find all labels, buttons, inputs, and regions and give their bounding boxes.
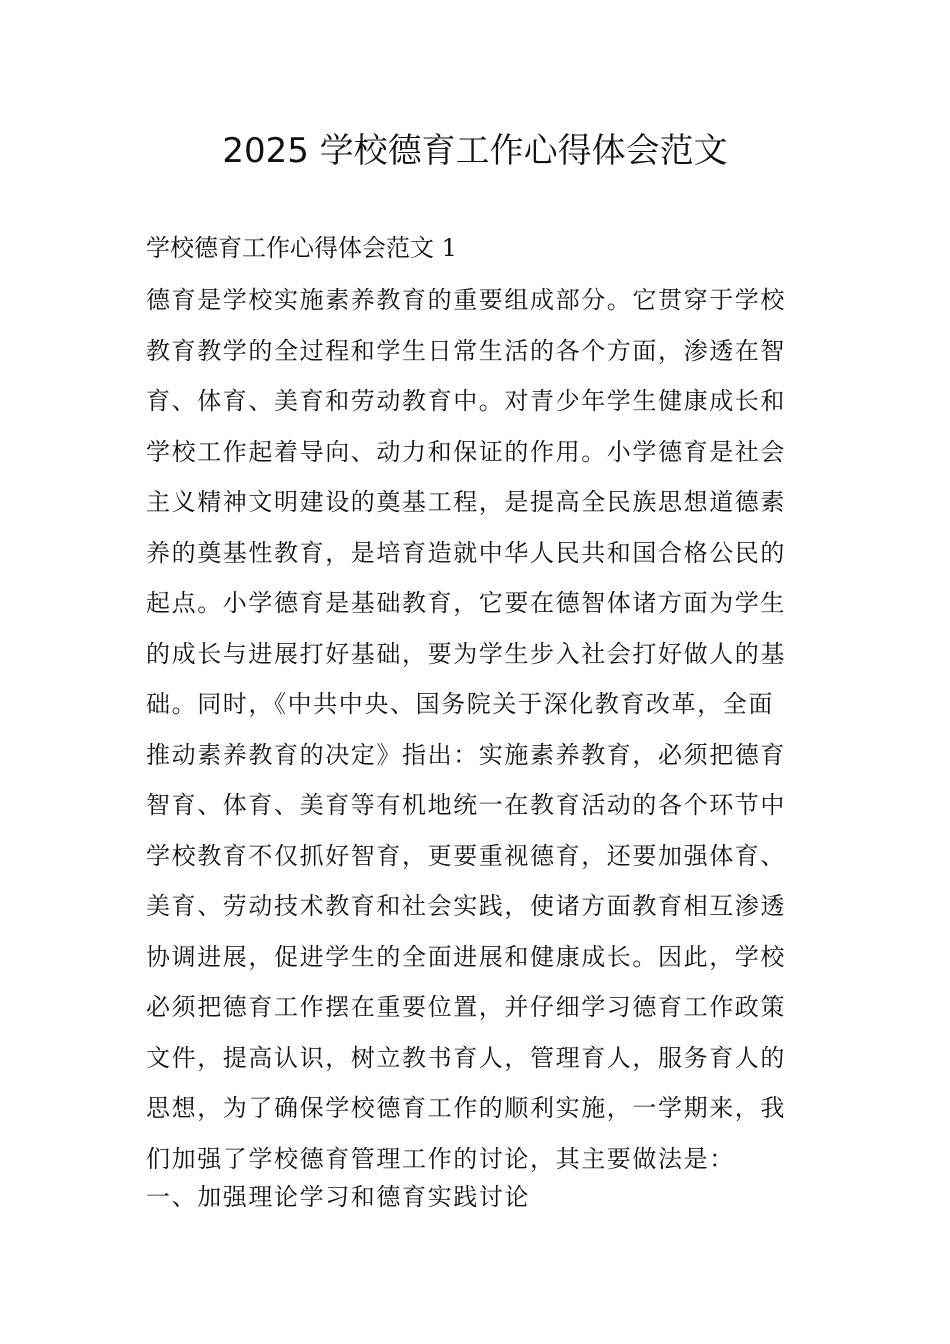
paragraph-line: 主义精神文明建设的奠基工程，是提高全民族思想道德素 [146,488,786,516]
paragraph-line: 养的奠基性教育，是培育造就中华人民共和国合格公民的 [146,538,786,567]
paragraph-line: 必须把德育工作摆在重要位置，并仔细学习德育工作政策 [146,993,786,1021]
paragraph-line: 德育是学校实施素养教育的重要组成部分。它贯穿于学校 [146,286,786,314]
paragraph-line: 思想，为了确保学校德育工作的顺利实施，一学期来，我 [146,1094,786,1122]
paragraph-line: 起点。小学德育是基础教育，它要在德智体诸方面为学生 [146,589,786,617]
paragraph-line: 教育教学的全过程和学生日常生活的各个方面，渗透在智 [146,336,786,365]
paragraph-line: 协调进展，促进学生的全面进展和健康成长。因此，学校 [146,942,786,971]
paragraph-line: 们加强了学校德育管理工作的讨论，其主要做法是： [146,1144,735,1173]
body-paragraph [146,280,810,1189]
page-title: 2025 学校德育工作心得体会范文 [222,131,728,171]
paragraph-line: 学校工作起着导向、动力和保证的作用。小学德育是社会 [146,437,786,466]
paragraph-line: 育、体育、美育和劳动教育中。对青少年学生健康成长和 [146,387,786,415]
paragraph-line: 推动素养教育的决定》指出：实施素养教育，必须把德育 [146,740,786,769]
paragraph-line: 础。同时，《中共中央、国务院关于深化教育改革，全面 [146,690,774,718]
paragraph-line: 学校教育不仅抓好智育，更要重视德育，还要加强体育、 [146,841,786,870]
subtitle: 学校德育工作心得体会范文 1 [146,234,457,262]
paragraph-line: 的成长与进展打好基础，要为学生步入社会打好做人的基 [146,639,786,668]
paragraph-line: 文件，提高认识，树立教书育人，管理育人，服务育人的 [146,1043,786,1072]
paragraph-line: 美育、劳动技术教育和社会实践，使诸方面教育相互渗透 [146,892,786,920]
paragraph-line: 智育、体育、美育等有机地统一在教育活动的各个环节中 [146,791,786,819]
section-heading: 一、加强理论学习和德育实践讨论 [146,1183,530,1211]
